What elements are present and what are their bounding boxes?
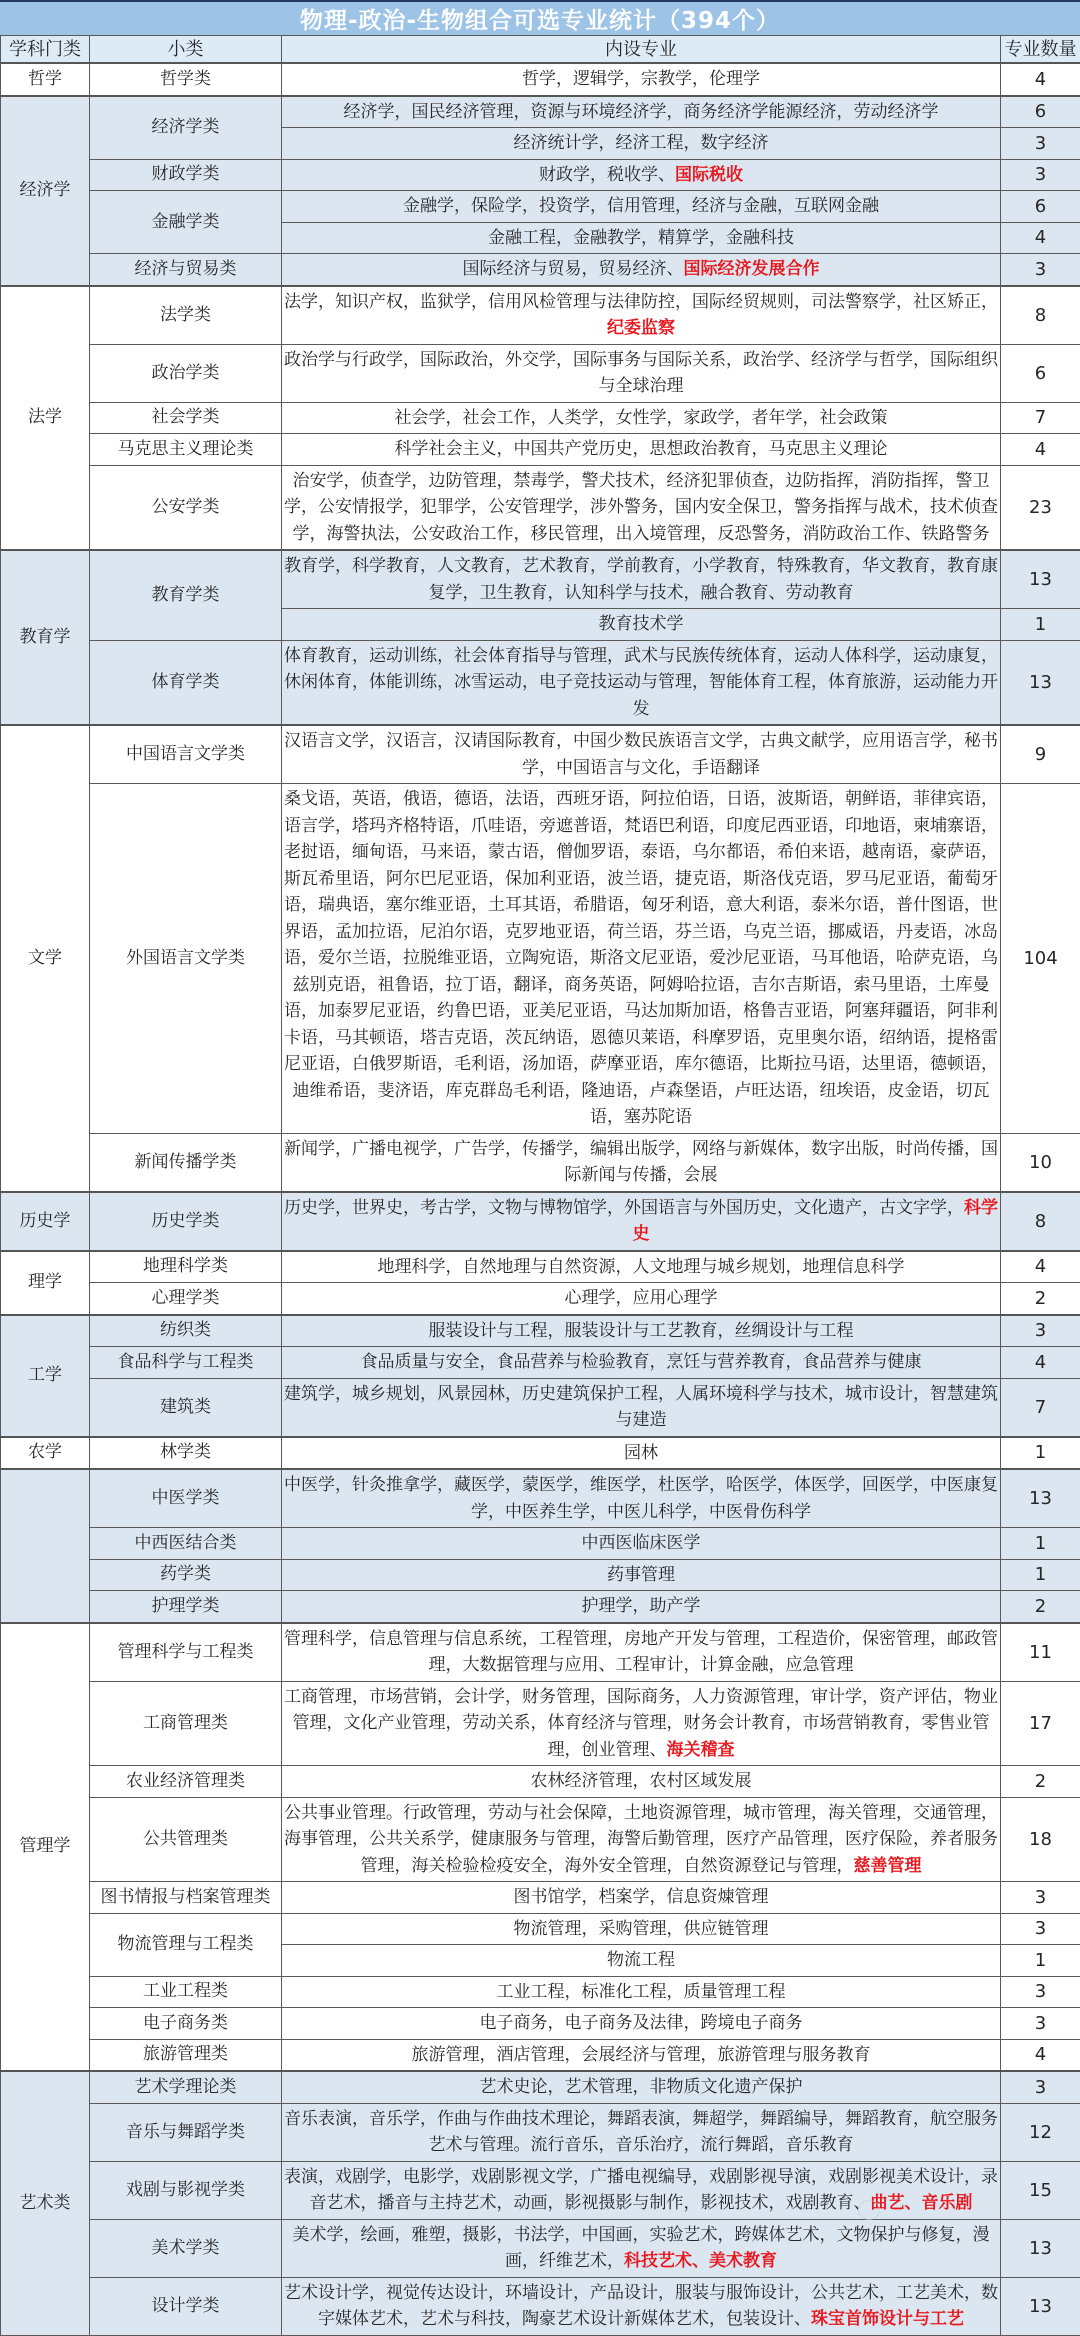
- majors-text: 药事管理: [607, 1565, 675, 1585]
- majors-text: 物流管理，采购管理，供应链管理: [514, 1919, 769, 1939]
- major-count-cell: 8: [1001, 1192, 1080, 1251]
- major-count-cell: 7: [1001, 1378, 1080, 1437]
- table-row: [1, 2071, 1080, 2103]
- major-count-cell: 4: [1001, 434, 1080, 466]
- major-count-cell: 17: [1001, 1681, 1080, 1766]
- majors-text: 建筑学，城乡规划，风景园林，历史建筑保护工程，人属环境科学与技术，城市设计，智慧建筑与建造: [284, 1384, 998, 1431]
- subcategory-cell: 地理科学类: [90, 1251, 282, 1283]
- majors-cell: [282, 1378, 1001, 1437]
- major-count-cell: 3: [1001, 128, 1080, 160]
- majors-text: 农林经济管理，农村区域发展: [531, 1771, 752, 1791]
- majors-text: 表演，戏剧学，电影学，戏剧影视文学，广播电视编导，戏剧影视导演，戏剧影视美术设计，录音艺术，播音与主持艺术，动画，影视摄影与制作，影视技术，戏剧教育、: [284, 2167, 998, 2214]
- major-count-cell: 13: [1001, 2277, 1080, 2335]
- discipline-cell: 工学: [1, 1315, 90, 1437]
- major-count-cell: 2: [1001, 1591, 1080, 1623]
- table-row: [1, 2039, 1080, 2071]
- table-row: [1, 1559, 1080, 1591]
- subcategory-cell: 社会学类: [90, 402, 282, 434]
- table-row: [1, 465, 1080, 550]
- subcategory-cell: 经济学类: [90, 96, 282, 160]
- major-count-cell: 11: [1001, 1623, 1080, 1682]
- major-count-cell: 3: [1001, 159, 1080, 191]
- new-major-highlight: 珠宝首饰设计与工艺: [811, 2309, 964, 2329]
- majors-cell: [282, 2219, 1001, 2277]
- majors-text: 体育教育，运动训练，社会体育指导与管理，武术与民族传统体育，运动人体科学，运动康复，休闲体育，体能训练，冰雪运动，电子竞技运动与管理，智能体育工程，体育旅游，运动能力开发: [284, 646, 998, 719]
- table-row: [1, 1976, 1080, 2008]
- table-row: [1, 191, 1080, 223]
- majors-cell: [282, 1945, 1001, 1977]
- major-count-cell: 4: [1001, 1347, 1080, 1379]
- majors-text: 护理学，助产学: [582, 1596, 701, 1616]
- subcategory-cell: 体育学类: [90, 640, 282, 725]
- majors-text: 艺术设计学，视觉传达设计，环墙设计，产品设计，服装与服饰设计，公共艺术，工艺美术，数字媒体艺术，艺术与科技，陶豪艺术设计新媒体艺术，包装设计、: [284, 2283, 998, 2330]
- majors-cell: [282, 1591, 1001, 1623]
- subcategory-cell: 食品科学与工程类: [90, 1347, 282, 1379]
- table-row: [1, 2103, 1080, 2161]
- discipline-cell: 历史学: [1, 1192, 90, 1251]
- table-row: [1, 286, 1080, 345]
- subcategory-cell: 纺织类: [90, 1315, 282, 1347]
- table-row: [1, 434, 1080, 466]
- discipline-cell: 农学: [1, 1437, 90, 1470]
- subcategory-cell: 中西医结合类: [90, 1528, 282, 1560]
- majors-text: 美术学，绘画，雅塑，摄影，书法学，中国画，实验艺术，跨媒体艺术，文物保护与修复，漫画，纤维艺术，: [293, 2225, 990, 2272]
- majors-cell: [282, 191, 1001, 223]
- subcategory-cell: 建筑类: [90, 1378, 282, 1437]
- major-count-cell: 3: [1001, 254, 1080, 286]
- majors-text: 物流工程: [607, 1950, 675, 1970]
- majors-text: 中西医临床医学: [582, 1533, 701, 1553]
- majors-cell: [282, 96, 1001, 128]
- majors-text: 工业工程，标准化工程，质量管理工程: [497, 1982, 786, 2002]
- majors-cell: [282, 2277, 1001, 2335]
- majors-text: 地理科学，自然地理与自然资源，人文地理与城乡规划，地理信息科学: [378, 1257, 905, 1277]
- majors-cell: [282, 1797, 1001, 1882]
- majors-text: 金融工程，金融教学，精算学，金融科技: [488, 228, 794, 248]
- new-major-highlight: 海关稽查: [667, 1740, 735, 1760]
- subcategory-cell: 农业经济管理类: [90, 1766, 282, 1798]
- subcategory-cell: 戏剧与影视学类: [90, 2161, 282, 2219]
- majors-text: 教育技术学: [599, 614, 684, 634]
- majors-cell: [282, 465, 1001, 550]
- subcategory-cell: 管理科学与工程类: [90, 1623, 282, 1682]
- majors-text: 中医学，针灸推拿学，藏医学，蒙医学，维医学，杜医学，哈医学，体医学，回医学，中医康复学，中医养生学，中医儿科学，中医骨伤科学: [284, 1475, 998, 1522]
- major-count-cell: 8: [1001, 286, 1080, 345]
- table-row: [1, 640, 1080, 725]
- subcategory-cell: 财政学类: [90, 159, 282, 191]
- majors-cell: [282, 1913, 1001, 1945]
- new-major-highlight: 国际经济发展合作: [684, 259, 820, 279]
- table-row: [1, 1797, 1080, 1882]
- subcategory-cell: 电子商务类: [90, 2008, 282, 2040]
- major-count-cell: 18: [1001, 1797, 1080, 1882]
- majors-text: 新闻学，广播电视学，广告学，传播学，编辑出版学，网络与新媒体，数字出版，时尚传播，国际新闻与传播，会展: [284, 1139, 998, 1186]
- major-count-cell: 3: [1001, 1913, 1080, 1945]
- majors-cell: [282, 725, 1001, 784]
- majors-text: 园林: [624, 1443, 658, 1463]
- major-count-cell: 3: [1001, 2071, 1080, 2103]
- major-count-cell: 4: [1001, 222, 1080, 254]
- majors-cell: [282, 1766, 1001, 1798]
- subcategory-cell: 心理学类: [90, 1283, 282, 1315]
- subcategory-cell: 教育学类: [90, 550, 282, 640]
- majors-text: 管理科学，信息管理与信息系统，工程管理，房地产开发与管理，工程造价，保密管理，邮政管理，大数据管理与应用、工程审计，计算金融，应急管理: [284, 1629, 998, 1676]
- majors-text: 教育学，科学教育，人文教育，艺术教育，学前教育，小学教育，特殊教育，华文教育，教育康复学，卫生教育，认知科学与技术，融合教育、劳动教育: [284, 556, 998, 603]
- major-count-cell: 1: [1001, 1437, 1080, 1470]
- majors-text: 桑戈语，英语，俄语，德语，法语，西班牙语，阿拉伯语，日语，波斯语，朝鲜语，菲律宾语，语言学，塔玛齐格特语，爪哇语，旁遮普语，梵语巴利语，印度尼西亚语，印地语，柬埔寨语，老挝语，缅甸语，马来语，蒙古语，僧伽罗语，泰语，乌尔都语，希伯来语，越南语，豪萨语，斯瓦希里语，阿尔巴尼亚语，保加利亚语，波兰语，捷克语，斯洛伐克语，罗马尼亚语，葡萄牙语，瑞典语，塞尔维亚语，土耳其语，希腊语，匈牙利语，意大利语，泰米尔语，普什图语，世界语，孟加拉语，尼泊尔语，克罗地亚语，荷兰语，芬兰语，乌克兰语，挪威语，丹麦语，冰岛语，爱尔兰语，拉脱维亚语，立陶宛语，斯洛文尼亚语，爱沙尼亚语，马耳他语，哈萨克语，乌兹别克语，祖鲁语，拉丁语，翻译，商务英语，阿姆哈拉语，吉尔吉斯语，索马里语，土库曼语，加泰罗尼亚语，约鲁巴语，亚美尼亚语，马达加斯加语，格鲁吉亚语，阿塞拜疆语，阿非利卡语，马其顿语，塔吉克语，茨瓦纳语，恩德贝莱语，科摩罗语，克里奥尔语，绍纳语，提格雷尼亚语，白俄罗斯语，毛利语，汤加语，萨摩亚语，库尔德语，比斯拉马语，达里语，德顿语，迪维希语，斐济语，库克群岛毛利语，隆迪语，卢森堡语，卢旺达语，纽埃语，皮金语，切瓦语，塞苏陀语: [284, 789, 998, 1127]
- subcategory-cell: 金融学类: [90, 191, 282, 254]
- discipline-cell: 理学: [1, 1251, 90, 1315]
- majors-text: 社会学，社会工作，人类学，女性学，家政学，者年学，社会政策: [395, 408, 888, 428]
- majors-cell: [282, 784, 1001, 1134]
- header-row: [1, 36, 1080, 64]
- new-major-highlight: 科技艺术、美术教育: [624, 2251, 777, 2271]
- table-row: [1, 725, 1080, 784]
- majors-cell: [282, 2071, 1001, 2103]
- table-row: [1, 159, 1080, 191]
- subcategory-cell: 外国语言文学类: [90, 784, 282, 1134]
- table-row: [1, 1528, 1080, 1560]
- table-row: [1, 2008, 1080, 2040]
- table-row: [1, 96, 1080, 128]
- new-major-highlight: 慈善管理: [854, 1856, 922, 1876]
- subcategory-cell: 艺术学理论类: [90, 2071, 282, 2103]
- subcategory-cell: 政治学类: [90, 344, 282, 402]
- new-major-highlight: 纪委监察: [607, 318, 675, 338]
- majors-cell: [282, 344, 1001, 402]
- majors-cell: [282, 609, 1001, 641]
- major-count-cell: 1: [1001, 1528, 1080, 1560]
- table-row: [1, 1681, 1080, 1766]
- table-row: [1, 1378, 1080, 1437]
- subcategory-cell: 设计学类: [90, 2277, 282, 2335]
- majors-text: 工商管理，市场营销，会计学，财务管理，国际商务，人力资源管理，审计学，资产评估，物业管理，文化产业管理，劳动关系，体育经济与管理，财务会计教育，市场营销教育，零售业管理，创业管理、: [284, 1687, 998, 1760]
- major-count-cell: 10: [1001, 1133, 1080, 1192]
- table-row: [1, 402, 1080, 434]
- new-major-highlight: 科学史: [633, 1198, 999, 1245]
- majors-cell: [282, 402, 1001, 434]
- table-row: [1, 2219, 1080, 2277]
- major-count-cell: 9: [1001, 725, 1080, 784]
- majors-cell: [282, 1133, 1001, 1192]
- major-count-cell: 13: [1001, 550, 1080, 609]
- majors-cell: [282, 1251, 1001, 1283]
- table-row: [1, 2277, 1080, 2335]
- majors-cell: [282, 159, 1001, 191]
- table-row: [1, 1437, 1080, 1470]
- major-count-cell: 6: [1001, 96, 1080, 128]
- majors-cell: [282, 1283, 1001, 1315]
- subcategory-cell: 新闻传播学类: [90, 1133, 282, 1192]
- major-count-cell: 12: [1001, 2103, 1080, 2161]
- subcategory-cell: 工业工程类: [90, 1976, 282, 2008]
- subcategory-cell: 中医学类: [90, 1469, 282, 1528]
- majors-cell: [282, 1559, 1001, 1591]
- major-count-cell: 1: [1001, 609, 1080, 641]
- major-count-cell: 4: [1001, 2039, 1080, 2071]
- majors-text: 音乐表演，音乐学，作曲与作曲技术理论，舞蹈表演，舞超学，舞蹈编导，舞蹈教育，航空服务艺术与管理。流行音乐，音乐治疗，流行舞蹈，音乐教育: [284, 2109, 998, 2156]
- subcategory-cell: 历史学类: [90, 1192, 282, 1251]
- major-count-cell: 2: [1001, 1283, 1080, 1315]
- majors-text: 图书馆学，档案学，信息资煉管理: [514, 1887, 769, 1907]
- subcategory-cell: 旅游管理类: [90, 2039, 282, 2071]
- majors-cell: [282, 2103, 1001, 2161]
- major-count-cell: 6: [1001, 191, 1080, 223]
- table-row: [1, 1469, 1080, 1528]
- wechat-watermark-icon: [858, 2200, 880, 2220]
- majors-cell: [282, 2039, 1001, 2071]
- majors-table: [0, 35, 1080, 2336]
- majors-cell: [282, 1315, 1001, 1347]
- subcategory-cell: 林学类: [90, 1437, 282, 1470]
- table-row: [1, 1251, 1080, 1283]
- discipline-cell: 文学: [1, 725, 90, 1192]
- table-body: [1, 63, 1080, 2335]
- table-row: [1, 1591, 1080, 1623]
- subcategory-cell: 护理学类: [90, 1591, 282, 1623]
- majors-text: 哲学，逻辑学，宗教学，伦理学: [522, 69, 760, 89]
- table-row: [1, 1133, 1080, 1192]
- majors-text: 政治学与行政学，国际政治，外交学，国际事务与国际关系，政治学、经济学与哲学，国际组织与全球治理: [284, 350, 998, 397]
- discipline-cell: [1, 1469, 90, 1623]
- majors-cell: [282, 2008, 1001, 2040]
- major-count-cell: 1: [1001, 1945, 1080, 1977]
- table-row: [1, 1192, 1080, 1251]
- majors-cell: [282, 1976, 1001, 2008]
- majors-text: 艺术史论，艺术管理，非物质文化遗产保护: [480, 2077, 803, 2097]
- subcategory-cell: 图书情报与档案管理类: [90, 1882, 282, 1914]
- majors-text: 金融学，保险学，投资学，信用管理，经济与金融，互联网金融: [403, 196, 879, 216]
- header-count: 专业数量: [1001, 36, 1080, 64]
- major-count-cell: 23: [1001, 465, 1080, 550]
- major-count-cell: 3: [1001, 1882, 1080, 1914]
- majors-text: 心理学，应用心理学: [565, 1288, 718, 1308]
- major-count-cell: 104: [1001, 784, 1080, 1134]
- major-count-cell: 13: [1001, 2219, 1080, 2277]
- majors-text: 财政学，税收学、: [539, 165, 675, 185]
- majors-cell: [282, 1347, 1001, 1379]
- subcategory-cell: 美术学类: [90, 2219, 282, 2277]
- majors-text: 公共事业管理。行政管理，劳动与社会保障，土地资源管理，城市管理，海关管理，交通管理，海事管理，公共关系学，健康服务与管理，海警后勤管理，医疗产品管理，医疗保险，养者服务管理，海关检验检疫安全，海外安全管理，自然资源登记与管理，: [284, 1803, 998, 1876]
- major-count-cell: 3: [1001, 1976, 1080, 2008]
- majors-cell: [282, 1882, 1001, 1914]
- new-major-highlight: 曲艺、音乐剧: [871, 2193, 973, 2213]
- majors-text: 食品质量与安全，食品营养与检验教育，烹饪与营养教育，食品营养与健康: [361, 1352, 922, 1372]
- table-row: [1, 2161, 1080, 2219]
- major-count-cell: 4: [1001, 1251, 1080, 1283]
- table-row: [1, 1315, 1080, 1347]
- majors-text: 国际经济与贸易，贸易经济、: [463, 259, 684, 279]
- majors-cell: [282, 640, 1001, 725]
- discipline-cell: 哲学: [1, 63, 90, 96]
- majors-cell: [282, 1528, 1001, 1560]
- table-row: [1, 344, 1080, 402]
- majors-cell: [282, 1192, 1001, 1251]
- new-major-highlight: 国际税收: [675, 165, 743, 185]
- discipline-cell: 艺术类: [1, 2071, 90, 2335]
- majors-text: 经济学，国民经济管理，资源与环境经济学，商务经济学能源经济，劳动经济学: [344, 102, 939, 122]
- majors-text: 电子商务，电子商务及法律，跨境电子商务: [480, 2013, 803, 2033]
- majors-cell: [282, 222, 1001, 254]
- majors-text: 汉语言文学，汉语言，汉请国际教育，中国少数民族语言文学，古典文献学，应用语言学，秘书学，中国语言与文化，手语翻译: [284, 731, 998, 778]
- majors-text: 经济统计学，经济工程，数字经济: [514, 133, 769, 153]
- table-row: [1, 784, 1080, 1134]
- majors-cell: [282, 1437, 1001, 1470]
- major-count-cell: 4: [1001, 63, 1080, 96]
- subcategory-cell: 马克思主义理论类: [90, 434, 282, 466]
- table-row: [1, 1283, 1080, 1315]
- majors-cell: [282, 2161, 1001, 2219]
- table-row: [1, 1347, 1080, 1379]
- major-count-cell: 2: [1001, 1766, 1080, 1798]
- subcategory-cell: 中国语言文学类: [90, 725, 282, 784]
- discipline-cell: 管理学: [1, 1623, 90, 2072]
- subcategory-cell: 音乐与舞蹈学类: [90, 2103, 282, 2161]
- major-count-cell: 3: [1001, 1315, 1080, 1347]
- majors-cell: [282, 1469, 1001, 1528]
- majors-text: 服装设计与工程，服装设计与工艺教育，丝绸设计与工程: [429, 1321, 854, 1341]
- majors-cell: [282, 1623, 1001, 1682]
- table-row: [1, 1623, 1080, 1682]
- major-count-cell: 13: [1001, 640, 1080, 725]
- majors-cell: [282, 434, 1001, 466]
- table-row: [1, 63, 1080, 96]
- major-count-cell: 15: [1001, 2161, 1080, 2219]
- majors-cell: [282, 128, 1001, 160]
- majors-cell: [282, 63, 1001, 96]
- major-count-cell: 1: [1001, 1559, 1080, 1591]
- majors-text: 法学，知识产权，监狱学，信用风检管理与法律防控，国际经贸规则，司法警察学，社区矫正，: [284, 292, 998, 312]
- discipline-cell: 教育学: [1, 550, 90, 725]
- subcategory-cell: 经济与贸易类: [90, 254, 282, 286]
- majors-cell: [282, 254, 1001, 286]
- table-row: [1, 254, 1080, 286]
- subcategory-cell: 工商管理类: [90, 1681, 282, 1766]
- major-count-cell: 13: [1001, 1469, 1080, 1528]
- sheet-title: 物理-政治-生物组合可选专业统计（394个）: [0, 0, 1080, 35]
- table-row: [1, 1766, 1080, 1798]
- major-count-cell: 7: [1001, 402, 1080, 434]
- header-subcategory: 小类: [90, 36, 282, 64]
- majors-text: 旅游管理，酒店管理，会展经济与管理，旅游管理与服务教育: [412, 2045, 871, 2065]
- majors-cell: [282, 550, 1001, 609]
- header-majors: 内设专业: [282, 36, 1001, 64]
- subcategory-cell: 公安学类: [90, 465, 282, 550]
- subcategory-cell: 法学类: [90, 286, 282, 345]
- major-count-cell: 3: [1001, 2008, 1080, 2040]
- discipline-cell: 法学: [1, 286, 90, 551]
- table-row: [1, 1913, 1080, 1945]
- subcategory-cell: 公共管理类: [90, 1797, 282, 1882]
- majors-text: 历史学，世界史，考古学，文物与博物馆学，外国语言与外国历史，文化遗产，古文字学，: [284, 1198, 964, 1218]
- table-row: [1, 550, 1080, 609]
- header-discipline: 学科门类: [1, 36, 90, 64]
- subcategory-cell: 物流管理与工程类: [90, 1913, 282, 1976]
- subcategory-cell: 药学类: [90, 1559, 282, 1591]
- majors-text: 治安学，侦查学，边防管理，禁毒学，警犬技术，经济犯罪侦查，边防指挥，消防指挥，警卫学，公安情报学，犯罪学，公安管理学，涉外警务，国内安全保卫，警务指挥与战术，技术侦查学，海警执法，公安政治工作，移民管理，出入境管理，反恐警务，消防政治工作、铁路警务: [284, 471, 998, 544]
- majors-cell: [282, 1681, 1001, 1766]
- subcategory-cell: 哲学类: [90, 63, 282, 96]
- majors-cell: [282, 286, 1001, 345]
- major-count-cell: 6: [1001, 344, 1080, 402]
- discipline-cell: 经济学: [1, 96, 90, 286]
- table-row: [1, 1882, 1080, 1914]
- majors-text: 科学社会主义，中国共产党历史，思想政治教育，马克思主义理论: [395, 439, 888, 459]
